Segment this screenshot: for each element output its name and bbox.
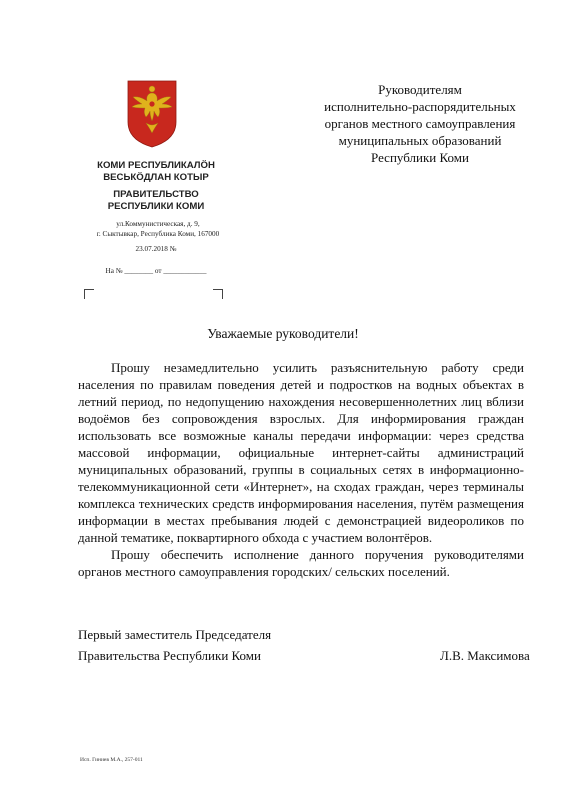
letter-body (78, 359, 524, 580)
org-name-government (68, 189, 244, 213)
recipient-block (300, 81, 540, 166)
signer-title (78, 624, 271, 666)
address-corner-left (84, 289, 94, 299)
recipient-line2: исполнительно-распорядительных (324, 99, 516, 114)
reference-line: На № ________ от ____________ (105, 267, 207, 275)
salutation: Уважаемые руководители! (207, 326, 359, 341)
recipient-line4: муниципальных образований (338, 133, 502, 148)
body-paragraph-1: Прошу незамедлительно усилить разъяснительную работу среди населения по правилам поведения детей и подростков на водных объектах в летний период, по недопущению нахождения несовершеннолетних лиц вблизи водоёмов без сопровождения взрослых. Для информирования граждан использовать все возможные каналы передачи информации: через средства массовой информации, официальные интернет-сайты администраций муниципальных образований, группы в социальных сетях в информационно-телекоммуникационной сети «Интернет», на сходах граждан, через терминалы комплекса технических средств информирования населения, путём размещения информации в местах пребывания людей с демонстрацией видеороликов по данной тематике, поквартирного обхода с участием волонтёров. (78, 360, 524, 545)
org-komi-line1: КОМИ РЕСПУБЛИКАЛÖН (97, 160, 215, 171)
recipient-line1: Руководителям (378, 82, 462, 97)
signer-title-line1: Первый заместитель Председателя (78, 627, 272, 642)
letter-date: 23.07.2018 № (135, 245, 177, 253)
org-gov-line2: РЕСПУБЛИКИ КОМИ (107, 201, 205, 212)
address-corner-right (213, 289, 223, 299)
org-komi-line2: ВЕСЬКÖДЛАН КОТЫР (103, 172, 209, 183)
body-paragraph-2: Прошу обеспечить исполнение данного поручения руководителями органов местного самоуправления городских/ сельских поселений. (78, 547, 524, 579)
recipient-line3: органов местного самоуправления (324, 116, 516, 131)
org-address (68, 220, 248, 239)
signer-name: Л.В. Максимова (440, 648, 530, 663)
recipient-line5: Республики Коми (371, 150, 469, 165)
signer-title-line2: Правительства Республики Коми (78, 648, 261, 663)
coat-of-arms-icon (127, 80, 177, 148)
executor-note: Исп. Гиниев М.А., 257-011 (80, 757, 143, 763)
address-line2: г. Сыктывкар, Республика Коми, 167000 (96, 229, 220, 238)
org-gov-line1: ПРАВИТЕЛЬСТВО (113, 189, 199, 200)
address-line1: ул.Коммунистическая, д. 9, (116, 220, 200, 228)
org-name-komi (68, 160, 244, 184)
